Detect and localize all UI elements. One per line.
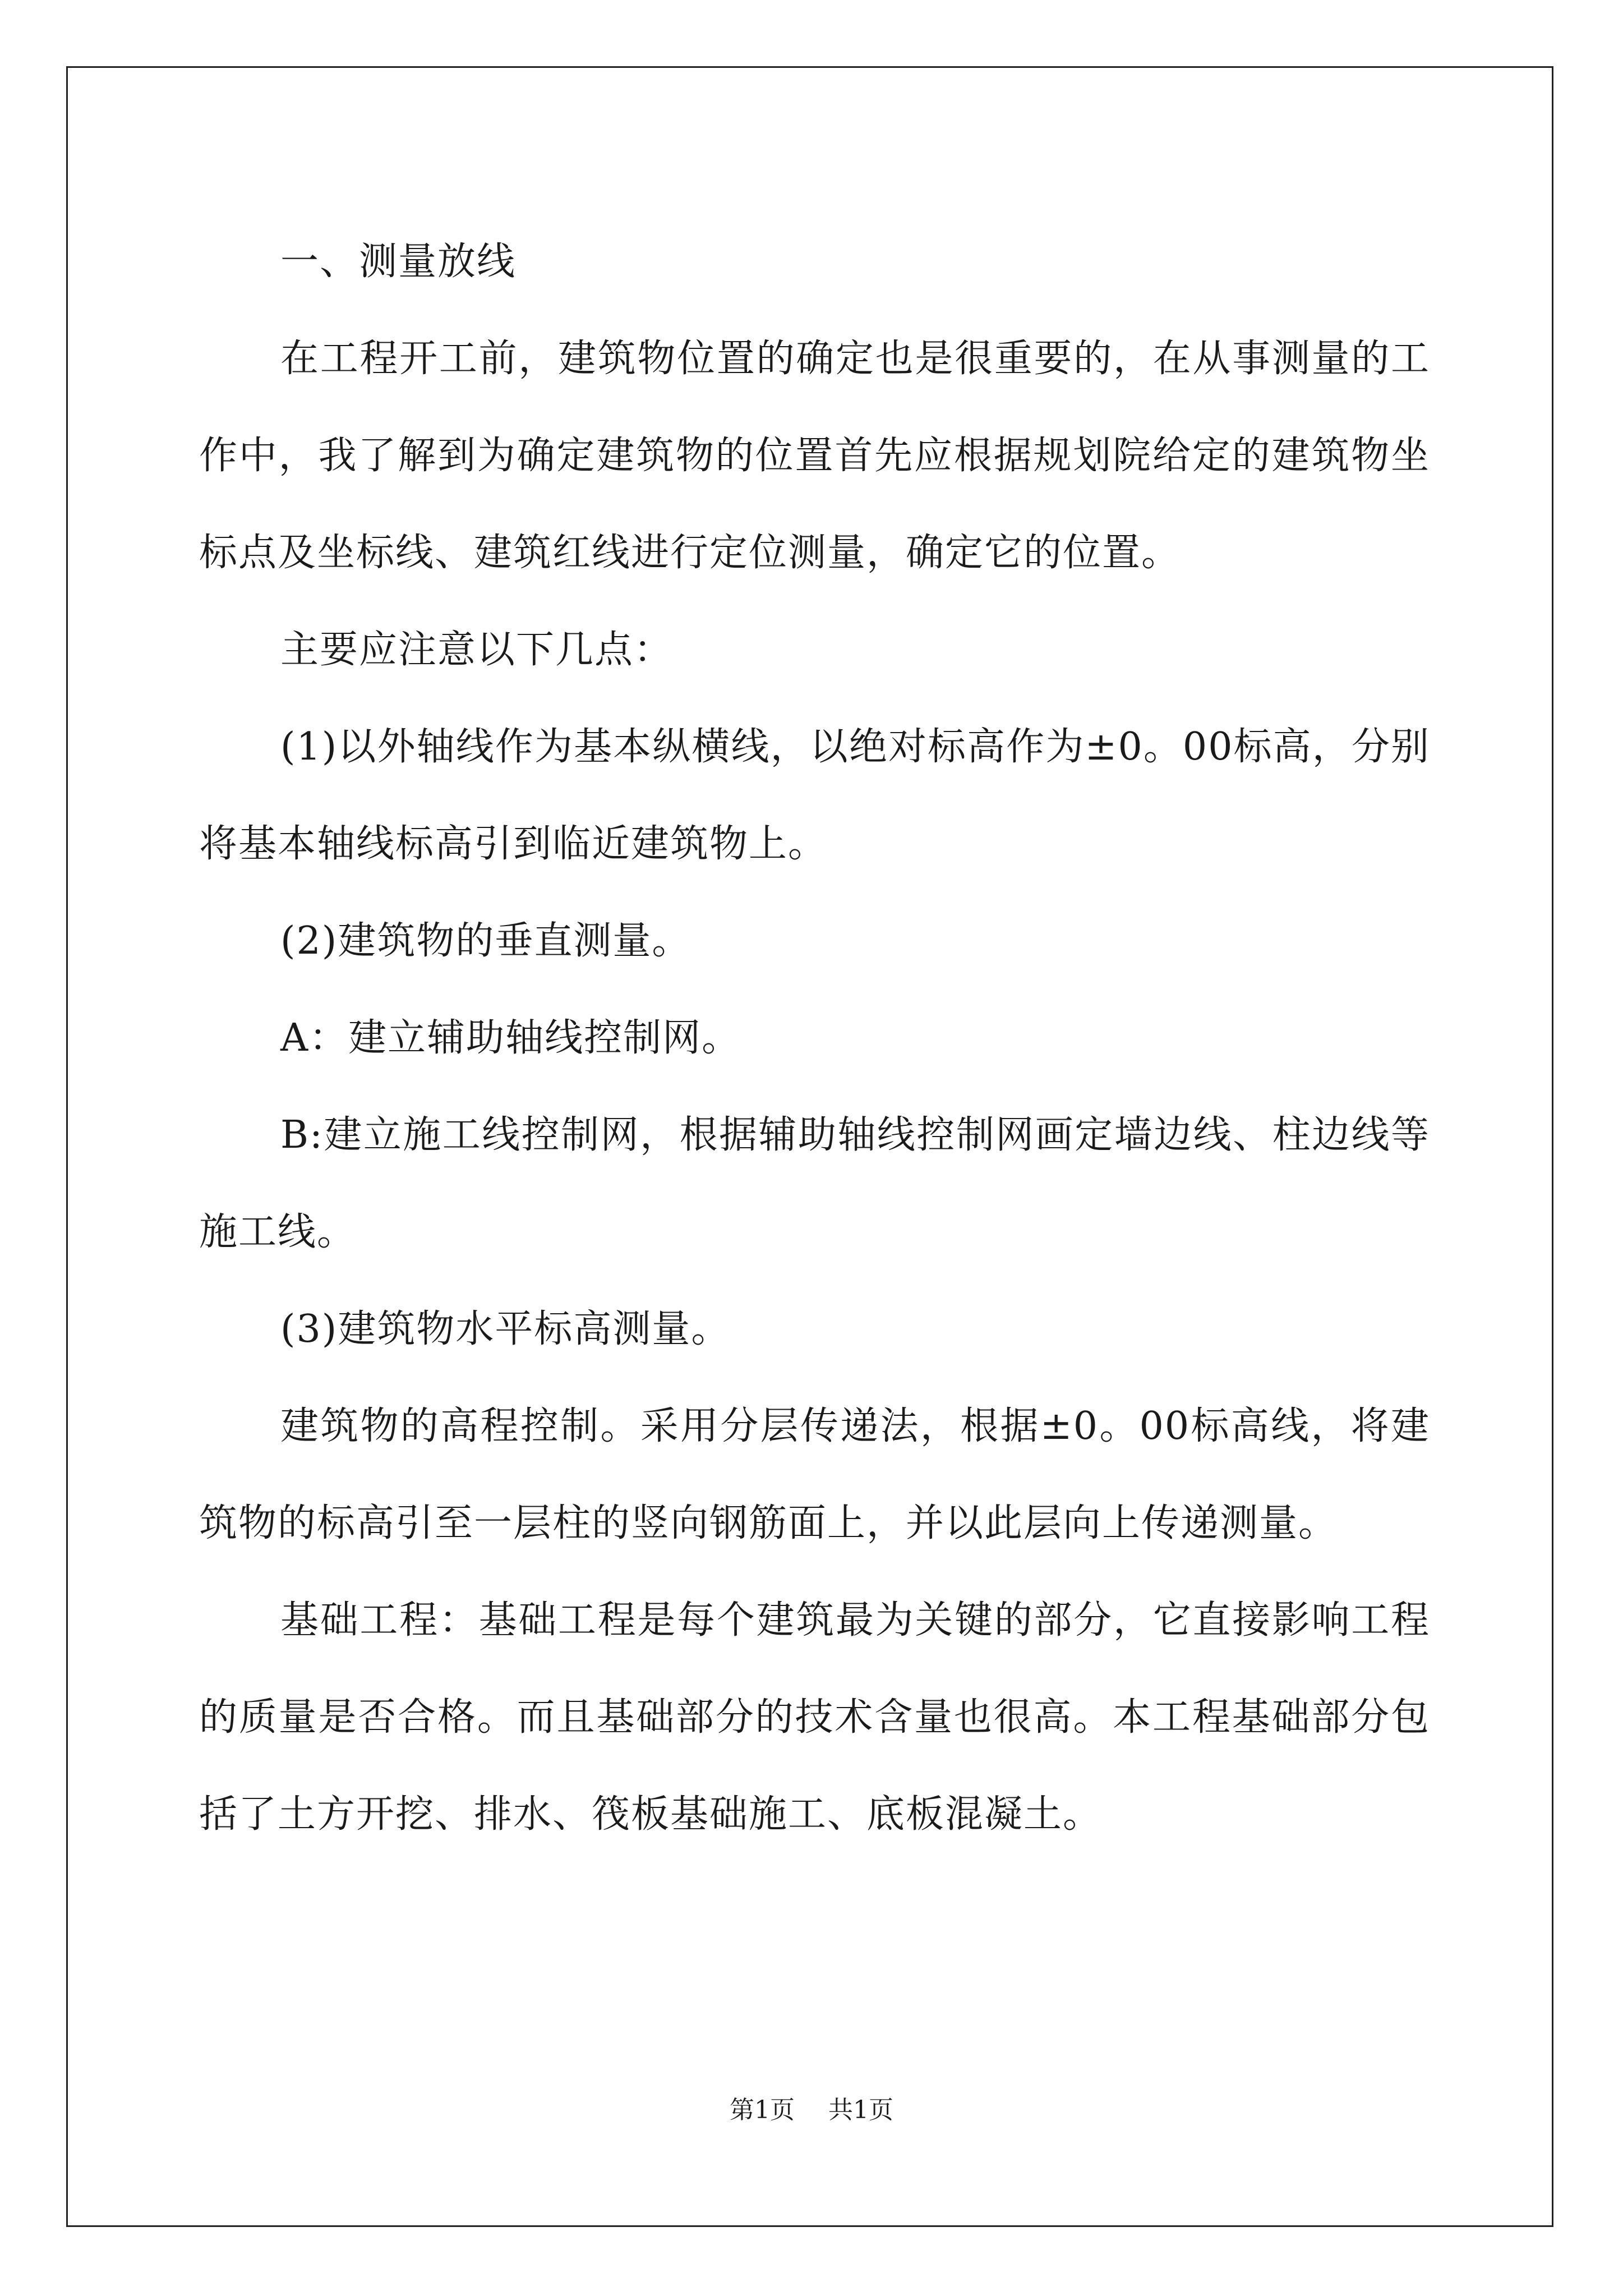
paragraph: (3)建筑物水平标高测量。 bbox=[280, 1307, 731, 1351]
paragraph: A：建立辅助轴线控制网。 bbox=[280, 1016, 741, 1060]
total-pages-label: 共1页 bbox=[828, 2096, 893, 2124]
paragraph: 建筑物的高程控制。采用分层传递法，根据±0。00标高线，将建筑物的标高引至一层柱的竖向钢筋面上，并以此层向上传递测量。 bbox=[199, 1404, 1430, 1545]
page-footer bbox=[0, 2093, 1623, 2127]
paragraph: 基础工程：基础工程是每个建筑最为关键的部分，它直接影响工程的质量是否合格。而且基础部分的技术含量也很高。本工程基础部分包括了土方开挖、排水、筏板基础施工、底板混凝土。 bbox=[199, 1598, 1430, 1837]
document-body bbox=[199, 213, 1430, 1863]
paragraph: 在工程开工前，建筑物位置的确定也是很重要的，在从事测量的工作中，我了解到为确定建筑物的位置首先应根据规划院给定的建筑物坐标点及坐标线、建筑红线进行定位测量，确定它的位置。 bbox=[199, 337, 1430, 575]
section-heading: 一、测量放线 bbox=[280, 240, 517, 284]
paragraph: 主要应注意以下几点： bbox=[280, 628, 674, 672]
current-page-label: 第1页 bbox=[730, 2096, 795, 2124]
paragraph: (2)建筑物的垂直测量。 bbox=[280, 919, 691, 963]
paragraph: (1)以外轴线作为基本纵横线，以绝对标高作为±0。00标高，分别将基本轴线标高引到临近建筑物上。 bbox=[199, 725, 1430, 866]
paragraph: B:建立施工线控制网，根据辅助轴线控制网画定墙边线、柱边线等施工线。 bbox=[199, 1113, 1430, 1254]
